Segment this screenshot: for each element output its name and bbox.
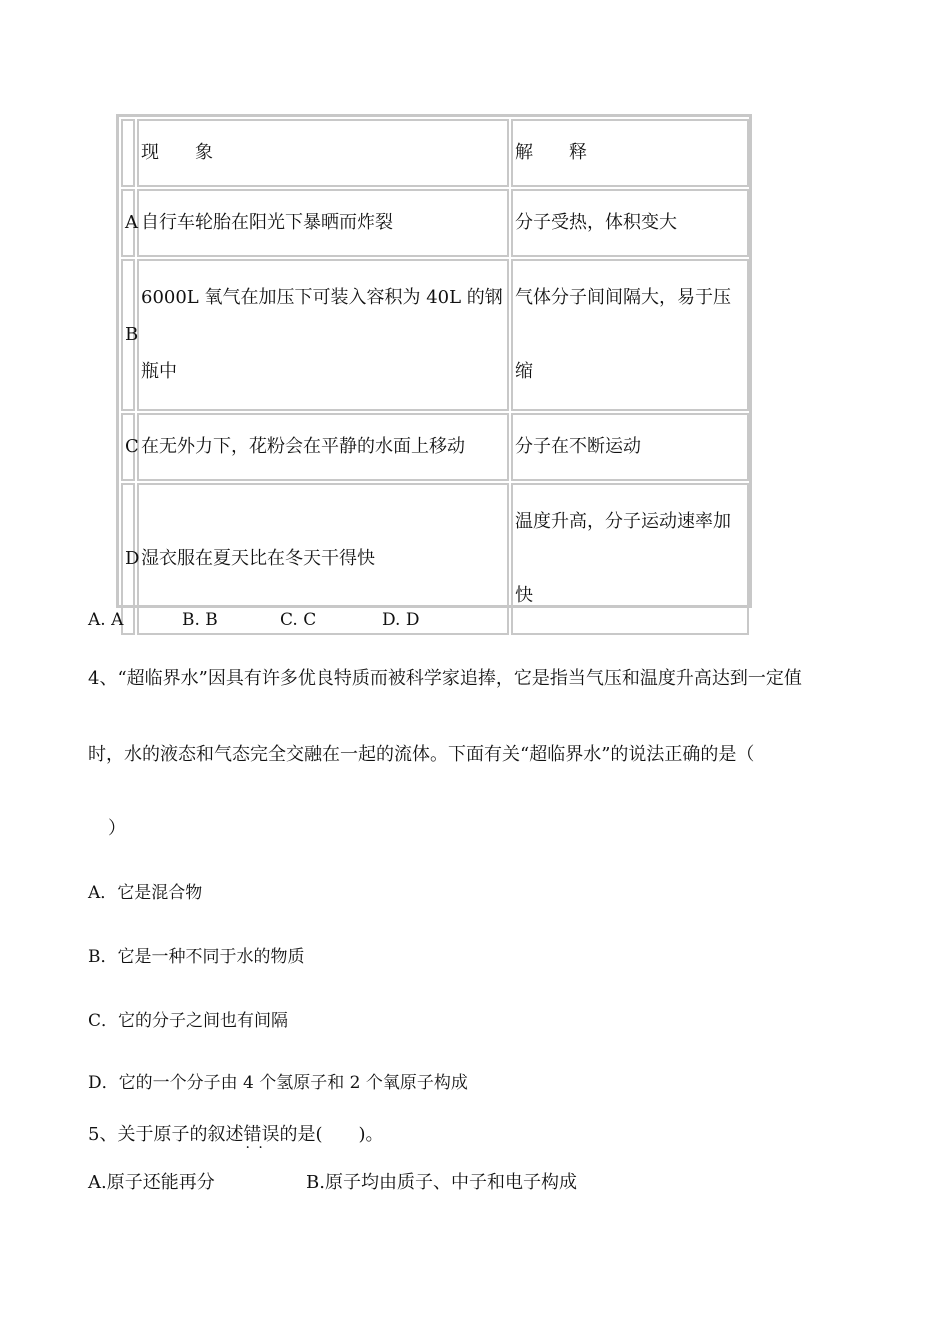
- q4-stem-line1: 4、“超临界水”因具有许多优良特质而被科学家追捧，它是指当气压和温度升高达到一定值: [88, 668, 802, 689]
- row-explanation: 分子在不断运动: [511, 413, 749, 481]
- row-phenomenon: [137, 259, 509, 411]
- row-explanation: 分子受热，体积变大: [511, 189, 749, 257]
- row-letter: A: [121, 189, 135, 257]
- q4-stem-line3: ）: [108, 818, 126, 839]
- row-explanation-line: 气体分子间间隔大，易于压: [515, 287, 731, 308]
- q5-stem-suffix: 的是( )。: [279, 1124, 384, 1145]
- header-phenomenon: 现 象: [137, 119, 509, 187]
- phenomena-table: [116, 114, 752, 608]
- q5-option-b[interactable]: B.原子均由质子、中子和电子构成: [306, 1172, 577, 1193]
- row-phenomenon: 湿衣服在夏天比在冬天干得快: [137, 483, 509, 635]
- q5-stem-emphasis: 错误 · ·: [243, 1124, 279, 1145]
- q3-option-d[interactable]: D. D: [382, 610, 420, 630]
- q3-option-c[interactable]: C. C: [280, 610, 317, 630]
- q5-option-a[interactable]: A.原子还能再分: [88, 1172, 215, 1193]
- table-row: [121, 259, 749, 411]
- row-explanation-line: 缩: [515, 361, 533, 382]
- row-letter: D: [121, 483, 135, 635]
- header-explanation: 解 释: [511, 119, 749, 187]
- row-phenomenon: 自行车轮胎在阳光下暴晒而炸裂: [137, 189, 509, 257]
- q4-stem-line2: 时，水的液态和气态完全交融在一起的流体。下面有关“超临界水”的说法正确的是（: [88, 744, 755, 765]
- row-letter: C: [121, 413, 135, 481]
- row-phenomenon-line: 瓶中: [141, 361, 177, 382]
- q5-stem: [88, 1120, 384, 1146]
- table-header-letter: [121, 119, 135, 187]
- table-row: [121, 189, 749, 257]
- row-phenomenon: 在无外力下，花粉会在平静的水面上移动: [137, 413, 509, 481]
- q3-option-b[interactable]: B. B: [182, 610, 218, 630]
- row-phenomenon-line: 6000L 氧气在加压下可装入容积为 40L 的钢: [141, 287, 503, 308]
- row-explanation-line: 快: [515, 585, 533, 606]
- row-letter: B: [121, 259, 135, 411]
- row-explanation: [511, 483, 749, 635]
- q4-option-b[interactable]: B．它是一种不同于水的物质: [88, 947, 305, 967]
- q3-option-a[interactable]: A. A: [88, 610, 124, 630]
- q4-option-d[interactable]: D．它的一个分子由 4 个氢原子和 2 个氧原子构成: [88, 1073, 468, 1093]
- row-explanation: [511, 259, 749, 411]
- q4-option-c[interactable]: C．它的分子之间也有间隔: [88, 1011, 289, 1031]
- phenomena-grid: [119, 117, 751, 637]
- table-header-row: [121, 119, 749, 187]
- row-explanation-line: 温度升高，分子运动速率加: [515, 511, 731, 532]
- q5-stem-prefix: 5、关于原子的叙述: [88, 1124, 244, 1145]
- q4-option-a[interactable]: A．它是混合物: [88, 883, 203, 903]
- table-row: [121, 413, 749, 481]
